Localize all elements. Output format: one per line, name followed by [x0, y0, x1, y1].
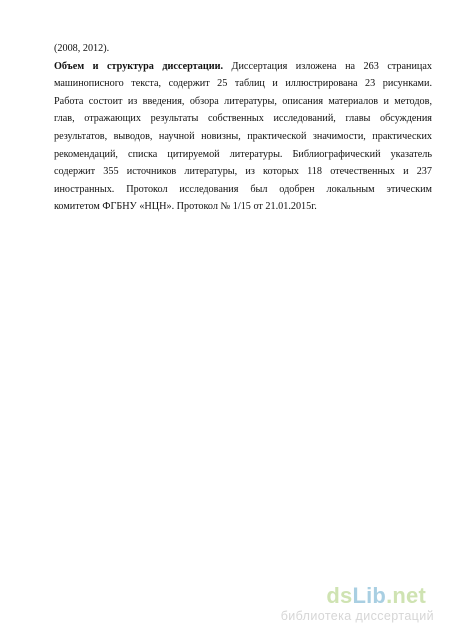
text-line-2	[54, 58, 432, 76]
text-line-5: глав, отражающих результаты собственных исследований, главы обсуждения	[54, 113, 432, 125]
text-line-6: результатов, выводов, научной новизны, практической значимости, практических	[54, 130, 432, 142]
text-line-2-rest: Диссертация изложена на 263 страницах	[223, 60, 432, 72]
text-line-3: машинописного текста, содержит 25 таблиц и иллюстрирована 23 рисунками.	[54, 78, 432, 90]
text-line-10: комитетом ФГБНУ «НЦН». Протокол № 1/15 от 21.01.2015г.	[54, 201, 317, 213]
section-heading: Объем и структура диссертации.	[54, 60, 224, 72]
text-line-1: (2008, 2012).	[54, 43, 110, 54]
watermark-tagline: библиотека диссертаций	[280, 609, 434, 623]
watermark-logo-ds: ds	[326, 583, 353, 608]
watermark-logo	[326, 583, 426, 609]
text-line-9: иностранных. Протокол исследования был одобрен локальным этическим	[54, 183, 432, 195]
document-text	[54, 40, 432, 216]
watermark-logo-net: .net	[386, 583, 426, 608]
text-line-7: рекомендаций, списка цитируемой литературы. Библиографический указатель	[54, 148, 432, 160]
watermark	[236, 583, 436, 627]
text-line-8: содержит 355 источников литературы, из которых 118 отечественных и 237	[54, 166, 432, 178]
text-line-4: Работа состоит из введения, обзора литературы, описания материалов и методов,	[54, 95, 432, 107]
watermark-logo-lib: Lib	[352, 583, 387, 608]
